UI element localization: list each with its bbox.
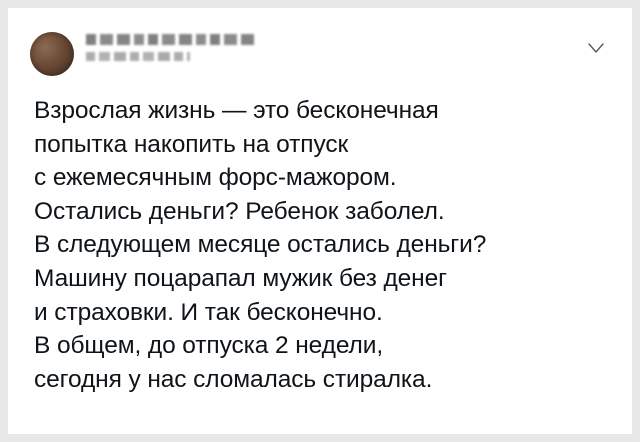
post-text-line: попытка накопить на отпуск <box>34 130 349 158</box>
post-text-line: В общем, до отпуска 2 недели, <box>34 332 384 360</box>
post-text-line: с ежемесячным форс-мажором. <box>34 164 397 192</box>
post-body <box>8 66 632 396</box>
author-name[interactable] <box>86 34 254 45</box>
post-text-line: и страховки. И так бесконечно. <box>34 298 383 326</box>
post-text-line: В следующем месяце остались деньги? <box>34 231 487 259</box>
social-post-card <box>8 8 632 434</box>
post-text-line: сегодня у нас сломалась стиралка. <box>34 365 433 393</box>
chevron-down-icon[interactable] <box>586 38 606 58</box>
post-text-line: Машину поцарапал мужик без денег <box>34 264 447 292</box>
post-text-line: Остались деньги? Ребенок заболел. <box>34 197 445 225</box>
post-text-line: Взрослая жизнь — это бесконечная <box>34 97 439 124</box>
post-header <box>8 8 632 66</box>
author-block <box>86 32 610 61</box>
avatar[interactable] <box>30 32 74 76</box>
author-handle[interactable] <box>86 52 190 61</box>
